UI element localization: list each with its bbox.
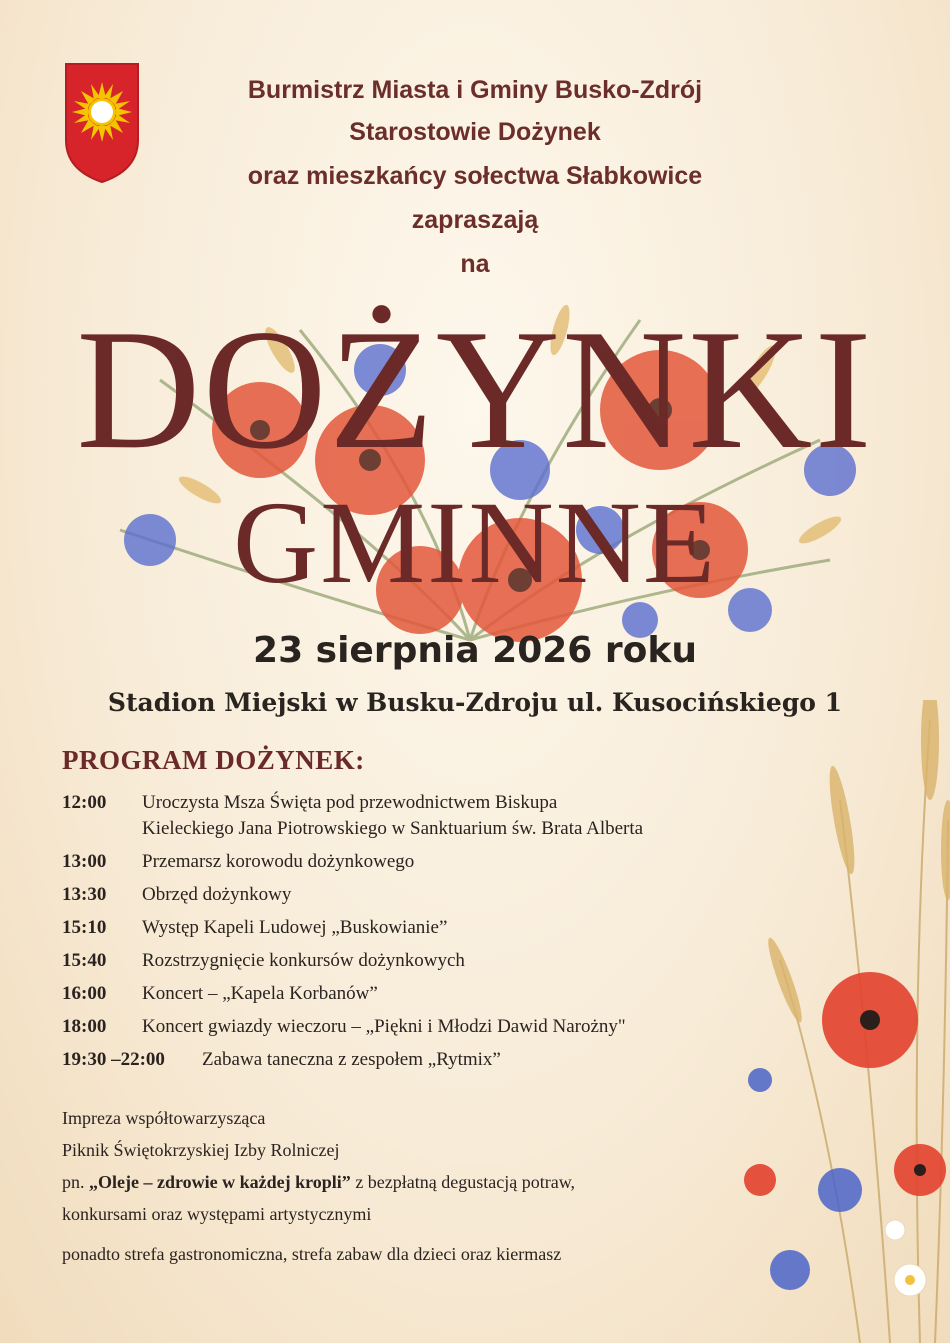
program-heading: PROGRAM DOŻYNEK:	[62, 745, 365, 775]
picnic-name: „Oleje – zdrowie w każdej kropli”	[89, 1172, 351, 1192]
program-time: 13:30	[62, 884, 107, 905]
program-description: Obrzęd dożynkowy	[142, 884, 292, 905]
program-list	[62, 790, 782, 1080]
extra-line: konkursami oraz występami artystycznymi	[62, 1204, 372, 1224]
organizer-line: Burmistrz Miasta i Gminy Busko-Zdrój	[247, 76, 703, 104]
program-description: Występ Kapeli Ludowej „Buskowianie”	[142, 917, 448, 938]
program-description: Zabawa taneczna z zespołem „Rytmix”	[202, 1049, 501, 1070]
program-time: 18:00	[62, 1016, 107, 1037]
additional-attractions: ponadto strefa gastronomiczna, strefa zabaw dla dzieci oraz kiermasz	[62, 1244, 562, 1264]
program-time: 15:10	[62, 917, 107, 938]
accompanying-event	[62, 1102, 575, 1230]
invitation-line: na	[460, 250, 490, 278]
program-time: 16:00	[62, 983, 107, 1004]
program-description: Rozstrzygnięcie konkursów dożynkowych	[142, 950, 465, 971]
program-time: 19:30 –22:00	[62, 1049, 165, 1070]
program-time: 12:00	[62, 792, 107, 813]
main-subtitle: GMINNE	[233, 477, 717, 608]
program-description: Przemarsz korowodu dożynkowego	[142, 851, 415, 872]
event-date: 23 sierpnia 2026 roku	[253, 630, 697, 671]
program-description: Uroczysta Msza Święta pod przewodnictwem Biskupa	[142, 792, 558, 813]
program-item	[62, 1014, 782, 1047]
program-item	[62, 1047, 782, 1080]
program-description: Koncert – „Kapela Korbanów”	[142, 983, 378, 1004]
extra-suffix: z bezpłatną degustacją potraw,	[350, 1172, 576, 1192]
program-item	[62, 849, 782, 882]
invitation-line: zapraszają	[411, 206, 539, 234]
program-item	[62, 816, 782, 849]
extra-line	[62, 1166, 575, 1198]
extra-prefix: pn.	[62, 1172, 89, 1192]
extra-line: Impreza współtowarzysząca	[62, 1108, 266, 1128]
program-item	[62, 948, 782, 981]
organizer-line: Starostowie Dożynek	[349, 118, 601, 146]
event-venue: Stadion Miejski w Busku-Zdroju ul. Kusocińskiego 1	[107, 688, 843, 717]
program-time: 15:40	[62, 950, 107, 971]
program-item	[62, 915, 782, 948]
main-title: DOŻYNKI	[76, 295, 874, 485]
program-description: Kieleckiego Jana Piotrowskiego w Sanktuarium św. Brata Alberta	[142, 818, 644, 839]
organizer-line: oraz mieszkańcy sołectwa Słabkowice	[247, 162, 703, 190]
program-description: Koncert gwiazdy wieczoru – „Piękni i Młodzi Dawid Narożny"	[142, 1016, 626, 1037]
extra-line: Piknik Świętokrzyskiej Izby Rolniczej	[62, 1140, 340, 1160]
program-item	[62, 882, 782, 915]
program-item	[62, 981, 782, 1014]
program-time	[62, 816, 142, 849]
program-time: 13:00	[62, 851, 107, 872]
